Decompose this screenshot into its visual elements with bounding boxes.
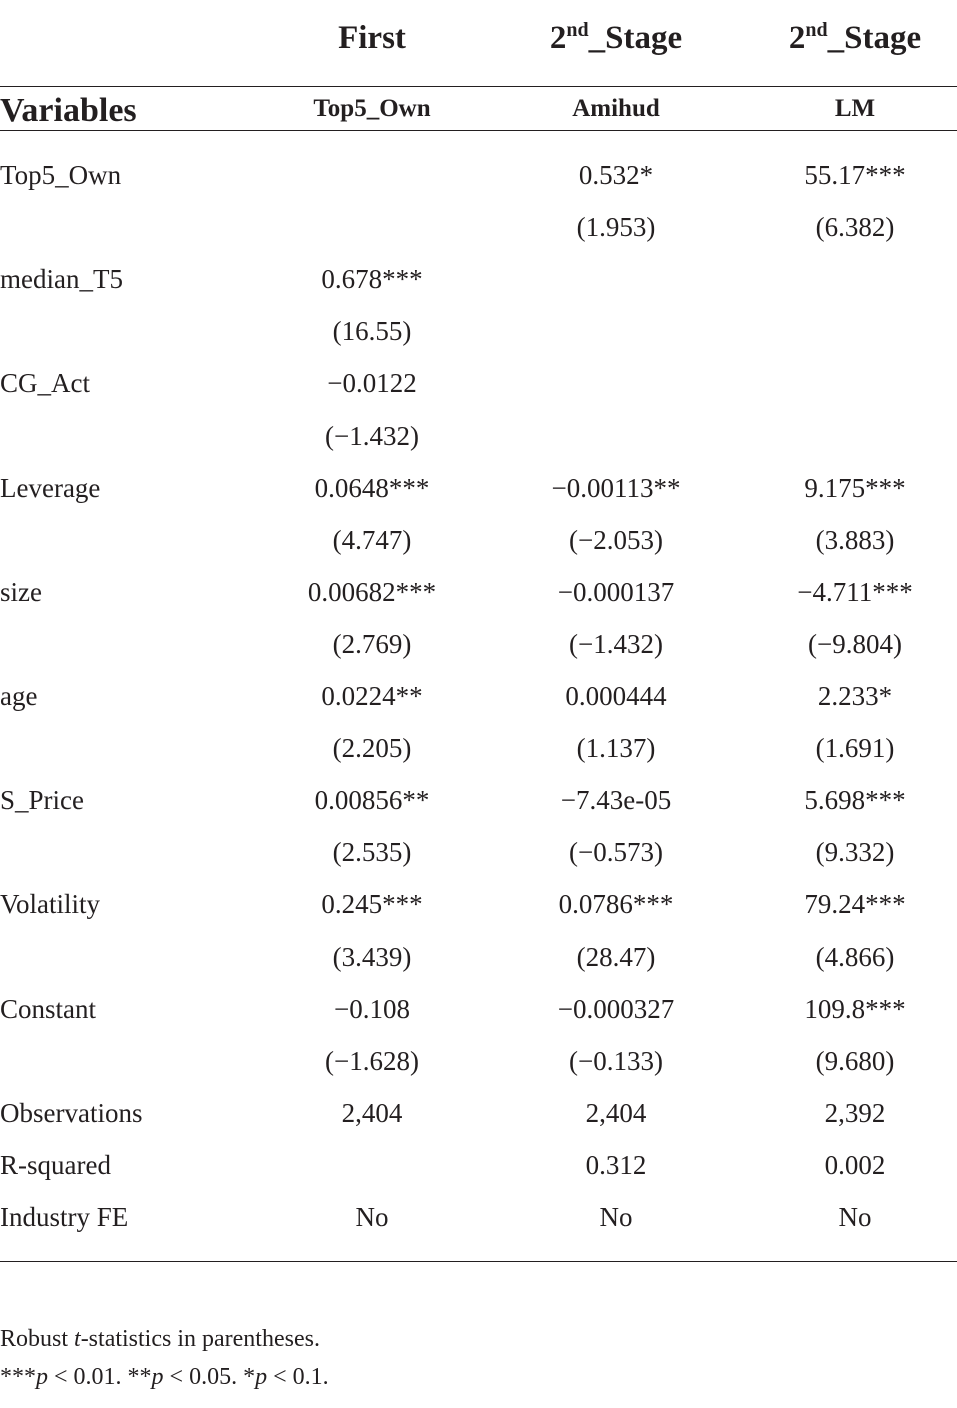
- row-label: Volatility: [0, 889, 101, 920]
- table-row: [0, 785, 957, 837]
- dep-var-lm: LM: [834, 95, 876, 122]
- table-cell: (3.883): [815, 524, 895, 555]
- table-cell: (6.382): [815, 212, 895, 243]
- table-cell: −0.000137: [557, 576, 675, 607]
- table-cell: (28.47): [576, 941, 656, 972]
- row-label: R-squared: [0, 1149, 111, 1180]
- table-cell: 0.00856**: [314, 785, 430, 816]
- table-cell: −4.711***: [797, 576, 913, 607]
- table-cell: (−9.804): [808, 628, 902, 659]
- table-row: [0, 160, 957, 212]
- variables-label: Variables: [0, 92, 137, 129]
- table-cell: 0.000444: [565, 681, 667, 711]
- table-cell: −7.43e-05: [560, 785, 672, 816]
- row-label: S_Price: [0, 785, 84, 816]
- table-cell: (2.535): [332, 837, 412, 868]
- table-row: [0, 473, 957, 525]
- table-cell: −0.108: [334, 993, 410, 1024]
- header-bottom-rule: [0, 130, 957, 131]
- row-label: Industry FE: [0, 1202, 129, 1232]
- table-cell: (2.769): [332, 628, 412, 659]
- dep-var-amihud: Amihud: [572, 95, 660, 122]
- row-label: Leverage: [0, 472, 101, 503]
- table-cell: No: [599, 1202, 633, 1232]
- table-row: [0, 212, 957, 264]
- table-cell: 2.233*: [817, 681, 893, 711]
- table-row: [0, 525, 957, 577]
- table-cell: (1.953): [576, 212, 656, 243]
- table-note-statistics: Robust t-statistics in parentheses.: [0, 1326, 320, 1352]
- col-group-second-stage-amihud: 2nd_Stage: [549, 19, 683, 56]
- table-row: [0, 629, 957, 681]
- table-cell: (2.205): [332, 733, 412, 764]
- table-note-significance: ***p < 0.01. **p < 0.05. *p < 0.1.: [0, 1364, 329, 1390]
- table-row: [0, 837, 957, 889]
- table-cell: 0.245***: [321, 889, 423, 920]
- table-row: [0, 681, 957, 733]
- table-row: [0, 1150, 957, 1202]
- table-row: [0, 421, 957, 473]
- table-cell: (−1.432): [569, 628, 663, 659]
- table-row: [0, 577, 957, 629]
- table-row: [0, 1046, 957, 1098]
- table-bottom-rule: [0, 1261, 957, 1262]
- table-row: [0, 942, 957, 994]
- table-row: [0, 994, 957, 1046]
- table-cell: 0.678***: [321, 264, 423, 295]
- table-row: [0, 889, 957, 941]
- row-label: Observations: [0, 1097, 143, 1128]
- row-label: CG_Act: [0, 368, 90, 399]
- table-row: [0, 264, 957, 316]
- table-cell: −0.000327: [557, 993, 675, 1024]
- col-group-first: First: [338, 20, 406, 56]
- table-cell: (1.691): [815, 733, 895, 764]
- table-cell: (4.747): [332, 524, 412, 555]
- table-cell: 0.0786***: [558, 889, 674, 920]
- table-cell: (16.55): [332, 316, 412, 347]
- table-cell: (9.332): [815, 837, 895, 868]
- row-label: age: [0, 681, 38, 711]
- table-cell: 55.17***: [804, 160, 906, 190]
- table-cell: 5.698***: [804, 785, 906, 816]
- table-cell: (4.866): [815, 941, 895, 972]
- table-cell: 0.002: [824, 1149, 886, 1180]
- table-cell: No: [838, 1202, 872, 1232]
- table-cell: (3.439): [332, 941, 412, 972]
- header-top-rule: [0, 86, 957, 87]
- table-cell: 2,404: [585, 1097, 647, 1128]
- table-row: [0, 733, 957, 785]
- table-cell: (−1.432): [325, 420, 419, 451]
- table-row: [0, 316, 957, 368]
- table-cell: 0.00682***: [307, 576, 437, 607]
- table-cell: (−0.573): [569, 837, 663, 868]
- table-cell: 0.0648***: [314, 472, 430, 503]
- dependent-variable-header: [0, 92, 957, 132]
- dep-var-top5-own: Top5_Own: [313, 95, 431, 122]
- row-label: size: [0, 576, 42, 607]
- table-cell: (−2.053): [569, 524, 663, 555]
- table-cell: −0.0122: [327, 368, 417, 399]
- row-label: Constant: [0, 993, 97, 1024]
- table-cell: 0.0224**: [321, 681, 423, 711]
- table-row: [0, 368, 957, 420]
- table-cell: −0.00113**: [551, 472, 681, 503]
- table-cell: 0.532*: [578, 160, 654, 190]
- table-cell: (9.680): [815, 1045, 895, 1076]
- table-cell: 0.312: [585, 1149, 647, 1180]
- table-row: [0, 1098, 957, 1150]
- table-row: [0, 1202, 957, 1254]
- table-cell: 2,404: [341, 1097, 403, 1128]
- row-label: Top5_Own: [0, 160, 122, 190]
- row-label: median_T5: [0, 264, 123, 295]
- table-cell: 79.24***: [804, 889, 906, 920]
- table-cell: (1.137): [576, 733, 656, 764]
- table-cell: 9.175***: [804, 472, 906, 503]
- col-group-second-stage-lm: 2nd_Stage: [788, 19, 922, 56]
- table-cell: No: [355, 1202, 389, 1232]
- table-cell: 109.8***: [804, 993, 906, 1024]
- table-cell: 2,392: [824, 1097, 886, 1128]
- table-cell: (−1.628): [325, 1045, 419, 1076]
- column-group-header: [0, 20, 957, 70]
- table-cell: (−0.133): [569, 1045, 663, 1076]
